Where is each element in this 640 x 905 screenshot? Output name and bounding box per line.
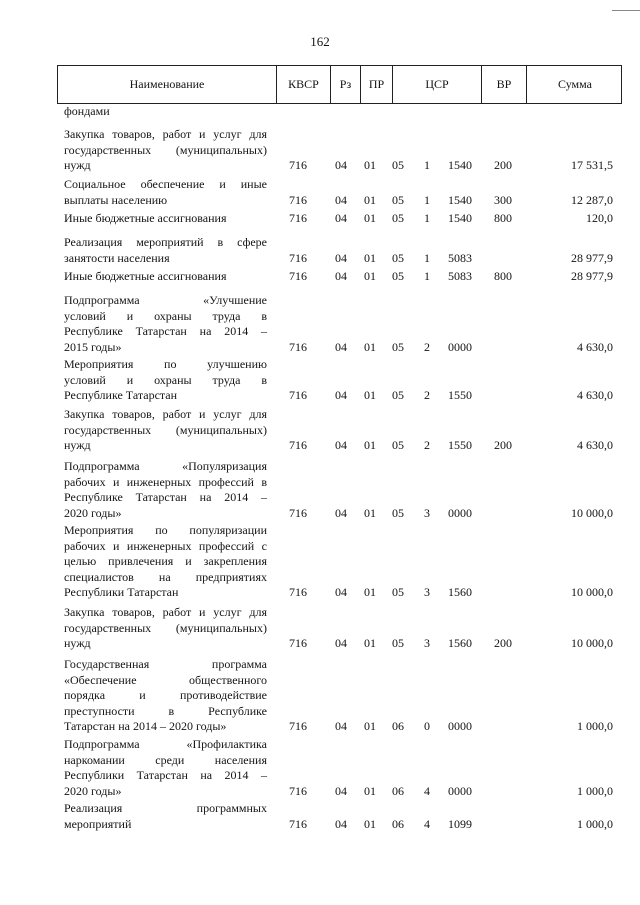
row-name <box>64 407 267 454</box>
cell-vr: 200 <box>494 438 512 453</box>
cell-c3: 0000 <box>448 339 472 354</box>
row-name-line: Государственная программа <box>64 657 267 671</box>
cell-c1: 05 <box>392 585 404 600</box>
row-name-line: Социальное обеспечение и иные <box>64 177 267 191</box>
cell-c3: 1540 <box>448 211 472 225</box>
cell-pr: 01 <box>364 250 376 265</box>
cell-kvsr: 716 <box>289 438 307 453</box>
header-rz: Рз <box>330 66 360 103</box>
cell-c3: 1550 <box>448 388 472 403</box>
cell-c1: 05 <box>392 388 404 403</box>
cell-pr: 01 <box>364 719 376 734</box>
cell-sum: 17 531,5 <box>571 158 613 173</box>
cell-c2: 3 <box>424 636 430 651</box>
row-name-line: Закупка товаров, работ и услуг для <box>64 407 267 421</box>
cell-pr: 01 <box>364 158 376 173</box>
row-name-line: мероприятий <box>64 816 132 831</box>
cell-c1: 06 <box>392 816 404 831</box>
row-name <box>64 605 267 652</box>
cell-c1: 06 <box>392 719 404 734</box>
cell-c1: 05 <box>392 505 404 520</box>
row-name-line: Реализация мероприятий в сфере <box>64 235 267 249</box>
row-name-line: Закупка товаров, работ и услуг для <box>64 605 267 619</box>
row-name-line: Республике Татарстан на 2014 – <box>64 490 267 505</box>
row-name-line: 2020 годы» <box>64 505 122 520</box>
cell-c2: 1 <box>424 158 430 173</box>
cell-kvsr: 716 <box>289 339 307 354</box>
row-name <box>64 657 267 735</box>
row-name <box>64 357 267 404</box>
cell-rz: 04 <box>335 783 347 798</box>
row-name-line: рабочих и инженерных профессий в <box>64 474 267 489</box>
cell-kvsr: 716 <box>289 269 307 283</box>
cell-pr: 01 <box>364 438 376 453</box>
row-name <box>64 269 267 285</box>
cell-c3: 5083 <box>448 269 472 283</box>
row-name-line: Мероприятия по популяризации <box>64 523 267 537</box>
row-name-line: Подпрограмма «Профилактика <box>64 737 267 751</box>
cell-rz: 04 <box>335 719 347 734</box>
cell-c2: 1 <box>424 192 430 207</box>
cell-kvsr: 716 <box>289 585 307 600</box>
cell-pr: 01 <box>364 211 376 225</box>
cell-kvsr: 716 <box>289 636 307 651</box>
cell-kvsr: 716 <box>289 388 307 403</box>
cell-pr: 01 <box>364 388 376 403</box>
row-name-line: Подпрограмма «Улучшение <box>64 293 267 307</box>
cell-pr: 01 <box>364 636 376 651</box>
cell-rz: 04 <box>335 192 347 207</box>
cell-rz: 04 <box>335 585 347 600</box>
cell-rz: 04 <box>335 339 347 354</box>
header-pr: ПР <box>360 66 392 103</box>
cell-c2: 1 <box>424 211 430 225</box>
cell-sum: 28 977,9 <box>571 250 613 265</box>
page-edge-mark <box>612 0 640 11</box>
cell-sum: 1 000,0 <box>577 783 613 798</box>
cell-kvsr: 716 <box>289 158 307 173</box>
row-name <box>64 211 267 227</box>
cell-pr: 01 <box>364 816 376 831</box>
cell-sum: 10 000,0 <box>571 636 613 651</box>
cell-c3: 0000 <box>448 719 472 734</box>
row-name-line: условий и охраны труда в <box>64 372 267 387</box>
row-name-line: Республике Татарстан на 2014 – <box>64 324 267 339</box>
carryover-text: фондами <box>64 104 110 118</box>
row-name-line: Республики Татарстан на 2014 – <box>64 768 267 783</box>
cell-sum: 12 287,0 <box>571 192 613 207</box>
cell-c1: 05 <box>392 269 404 283</box>
row-name-line: Иные бюджетные ассигнования <box>64 269 227 283</box>
cell-c3: 1560 <box>448 636 472 651</box>
cell-vr: 800 <box>494 211 512 225</box>
row-name-line: государственных (муниципальных) <box>64 620 267 635</box>
row-name-line: Подпрограмма «Популяризация <box>64 459 267 473</box>
cell-c3: 0000 <box>448 783 472 798</box>
cell-rz: 04 <box>335 388 347 403</box>
cell-kvsr: 716 <box>289 211 307 225</box>
cell-pr: 01 <box>364 505 376 520</box>
row-name <box>64 737 267 799</box>
row-name-line: Татарстан на 2014 – 2020 годы» <box>64 719 227 734</box>
cell-rz: 04 <box>335 816 347 831</box>
cell-kvsr: 716 <box>289 783 307 798</box>
cell-c2: 3 <box>424 585 430 600</box>
cell-rz: 04 <box>335 438 347 453</box>
cell-c3: 1550 <box>448 438 472 453</box>
cell-sum: 4 630,0 <box>577 339 613 354</box>
row-name-line: «Обеспечение общественного <box>64 672 267 687</box>
cell-c2: 4 <box>424 783 430 798</box>
cell-sum: 1 000,0 <box>577 719 613 734</box>
row-name-line: занятости населения <box>64 250 170 265</box>
row-name <box>64 293 267 355</box>
cell-c1: 05 <box>392 339 404 354</box>
row-name-line: государственных (муниципальных) <box>64 142 267 157</box>
cell-c3: 1540 <box>448 192 472 207</box>
cell-kvsr: 716 <box>289 816 307 831</box>
cell-c3: 1540 <box>448 158 472 173</box>
row-name-line: выплаты населению <box>64 192 168 207</box>
row-name <box>64 523 267 601</box>
cell-rz: 04 <box>335 636 347 651</box>
row-name <box>64 459 267 521</box>
row-name-line: Республики Татарстан <box>64 585 179 600</box>
cell-sum: 4 630,0 <box>577 438 613 453</box>
cell-kvsr: 716 <box>289 505 307 520</box>
header-sum: Сумма <box>526 66 623 103</box>
cell-sum: 28 977,9 <box>571 269 613 283</box>
cell-sum: 1 000,0 <box>577 816 613 831</box>
cell-sum: 120,0 <box>586 211 613 225</box>
header-vr: ВР <box>481 66 526 103</box>
cell-c2: 1 <box>424 250 430 265</box>
cell-c1: 05 <box>392 158 404 173</box>
row-name-line: нужд <box>64 158 91 173</box>
cell-rz: 04 <box>335 250 347 265</box>
row-name-line: порядка и противодействие <box>64 688 267 703</box>
row-name <box>64 177 267 208</box>
cell-c1: 05 <box>392 636 404 651</box>
cell-vr: 300 <box>494 192 512 207</box>
row-name-line: рабочих и инженерных профессий с <box>64 538 267 553</box>
cell-c2: 4 <box>424 816 430 831</box>
cell-c1: 06 <box>392 783 404 798</box>
cell-c2: 2 <box>424 339 430 354</box>
row-name-line: государственных (муниципальных) <box>64 422 267 437</box>
cell-c2: 2 <box>424 388 430 403</box>
table-header <box>57 65 622 104</box>
cell-rz: 04 <box>335 211 347 225</box>
row-name-line: условий и охраны труда в <box>64 308 267 323</box>
header-name: Наименование <box>129 77 205 91</box>
row-name-line: Закупка товаров, работ и услуг для <box>64 127 267 141</box>
cell-vr: 200 <box>494 636 512 651</box>
cell-rz: 04 <box>335 158 347 173</box>
cell-pr: 01 <box>364 192 376 207</box>
page-number: 162 <box>310 34 330 49</box>
row-name-line: 2015 годы» <box>64 339 122 354</box>
cell-pr: 01 <box>364 585 376 600</box>
row-name-line: Мероприятия по улучшению <box>64 357 267 371</box>
cell-c1: 05 <box>392 438 404 453</box>
cell-sum: 10 000,0 <box>571 505 613 520</box>
cell-sum: 4 630,0 <box>577 388 613 403</box>
cell-c2: 0 <box>424 719 430 734</box>
cell-c1: 05 <box>392 211 404 225</box>
cell-rz: 04 <box>335 269 347 283</box>
cell-pr: 01 <box>364 269 376 283</box>
cell-kvsr: 716 <box>289 250 307 265</box>
row-name-line: Реализация программных <box>64 801 267 815</box>
cell-pr: 01 <box>364 339 376 354</box>
cell-kvsr: 716 <box>289 719 307 734</box>
row-name <box>64 127 267 174</box>
cell-sum: 10 000,0 <box>571 585 613 600</box>
cell-vr: 800 <box>494 269 512 283</box>
cell-c3: 0000 <box>448 505 472 520</box>
row-name-line: Иные бюджетные ассигнования <box>64 211 227 225</box>
cell-vr: 200 <box>494 158 512 173</box>
row-name-line: наркомании среди населения <box>64 752 267 767</box>
row-name-line: нужд <box>64 438 91 453</box>
cell-c2: 1 <box>424 269 430 283</box>
cell-c2: 2 <box>424 438 430 453</box>
row-name-line: целью привлечения и закрепления <box>64 554 267 569</box>
row-name <box>64 801 267 832</box>
row-name-line: преступности в Республике <box>64 703 267 718</box>
row-name-line: специалистов на предприятиях <box>64 569 267 584</box>
cell-rz: 04 <box>335 505 347 520</box>
row-name-line: нужд <box>64 636 91 651</box>
header-kvsr: КВСР <box>276 66 330 103</box>
cell-c2: 3 <box>424 505 430 520</box>
cell-c3: 1099 <box>448 816 472 831</box>
header-csr: ЦСР <box>392 66 481 103</box>
cell-c3: 1560 <box>448 585 472 600</box>
cell-pr: 01 <box>364 783 376 798</box>
row-name-line: Республике Татарстан <box>64 388 178 403</box>
row-name-line: 2020 годы» <box>64 783 122 798</box>
cell-kvsr: 716 <box>289 192 307 207</box>
row-name <box>64 235 267 266</box>
cell-c1: 05 <box>392 192 404 207</box>
cell-c1: 05 <box>392 250 404 265</box>
cell-c3: 5083 <box>448 250 472 265</box>
